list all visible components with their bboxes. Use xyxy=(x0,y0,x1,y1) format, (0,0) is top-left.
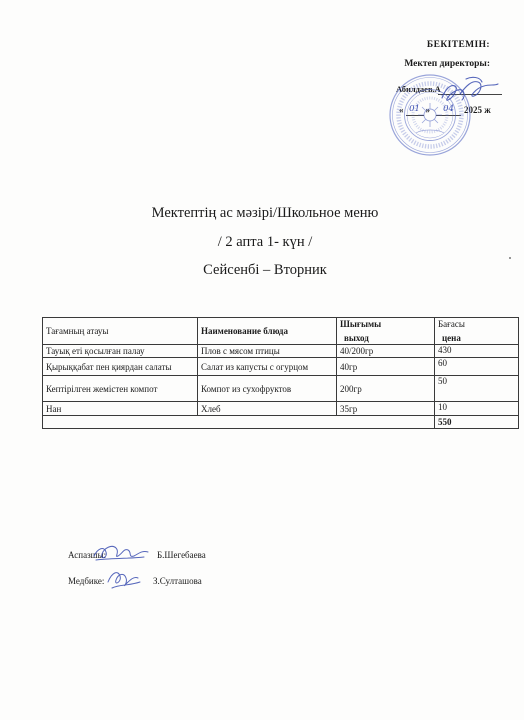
table-row xyxy=(43,376,519,402)
header-label: Шығымы xyxy=(340,319,382,329)
director-signature-icon xyxy=(436,74,502,108)
dish-price: 10 xyxy=(435,402,519,416)
dish-price: 60 xyxy=(435,358,519,376)
header-label: Бағасы xyxy=(438,319,465,329)
dish-name-ru: Плов с мясом птицы xyxy=(198,345,337,358)
nurse-signature-icon xyxy=(104,566,144,594)
nurse-role-label: Медбике: xyxy=(68,576,105,586)
header-portion xyxy=(337,318,435,345)
dish-portion: 40/200гр xyxy=(337,345,435,358)
dish-name-kz: Кептірілген жемістен компот xyxy=(43,376,198,402)
header-label: Наименование блюда xyxy=(201,326,288,336)
dish-portion: 40гр xyxy=(337,358,435,376)
dish-price: 430 xyxy=(435,345,519,358)
cook-name: Б.Шегебаева xyxy=(157,550,206,560)
header-dish-name-ru xyxy=(198,318,337,345)
header-label-second: выход xyxy=(344,333,369,343)
nurse-name: З.Султашова xyxy=(153,576,202,586)
dish-portion: 35гр xyxy=(337,402,435,416)
dish-name-kz: Қырыққабат пен қиярдан салаты xyxy=(43,358,198,376)
table-row xyxy=(43,402,519,416)
table-total-row xyxy=(43,416,519,429)
header-label: Тағамның атауы xyxy=(46,326,109,336)
week-day-subtitle: / 2 апта 1- күн / xyxy=(217,234,313,250)
approval-heading: БЕКІТЕМІН: xyxy=(426,40,490,50)
total-empty-cell xyxy=(43,416,435,429)
dish-portion: 200гр xyxy=(337,376,435,402)
scan-speck xyxy=(509,257,511,259)
dish-name-ru: Хлеб xyxy=(198,402,337,416)
table-row xyxy=(43,345,519,358)
header-price xyxy=(435,318,519,345)
dish-name-ru: Салат из капусты с огурцом xyxy=(198,358,337,376)
date-close-quote: » xyxy=(425,105,430,115)
date-day: 01 xyxy=(406,104,424,116)
director-name: Абилдаев.А xyxy=(396,84,441,94)
table-header-row xyxy=(43,318,519,345)
weekday-name: Сейсенбі – Вторник xyxy=(203,262,327,278)
dish-name-kz: Тауық еті қосылған палау xyxy=(43,345,198,358)
dish-name-ru: Компот из сухофруктов xyxy=(198,376,337,402)
header-dish-name-kz xyxy=(43,318,198,345)
table-row xyxy=(43,358,519,376)
menu-table xyxy=(42,317,519,429)
date-open-quote: « xyxy=(399,105,404,115)
date-year: 2025 ж xyxy=(464,105,491,115)
director-title: Мектеп директоры: xyxy=(404,59,490,69)
cook-role-label: Аспазшы: xyxy=(68,550,107,560)
dish-name-kz: Нан xyxy=(43,402,198,416)
dish-price: 50 xyxy=(435,376,519,402)
cook-signature-icon xyxy=(90,538,152,566)
date-month: 04 xyxy=(436,104,461,116)
header-label-second: цена xyxy=(442,333,461,343)
menu-title: Мектептің ас мәзірі/Школьное меню xyxy=(151,205,379,221)
total-price: 550 xyxy=(435,416,519,429)
